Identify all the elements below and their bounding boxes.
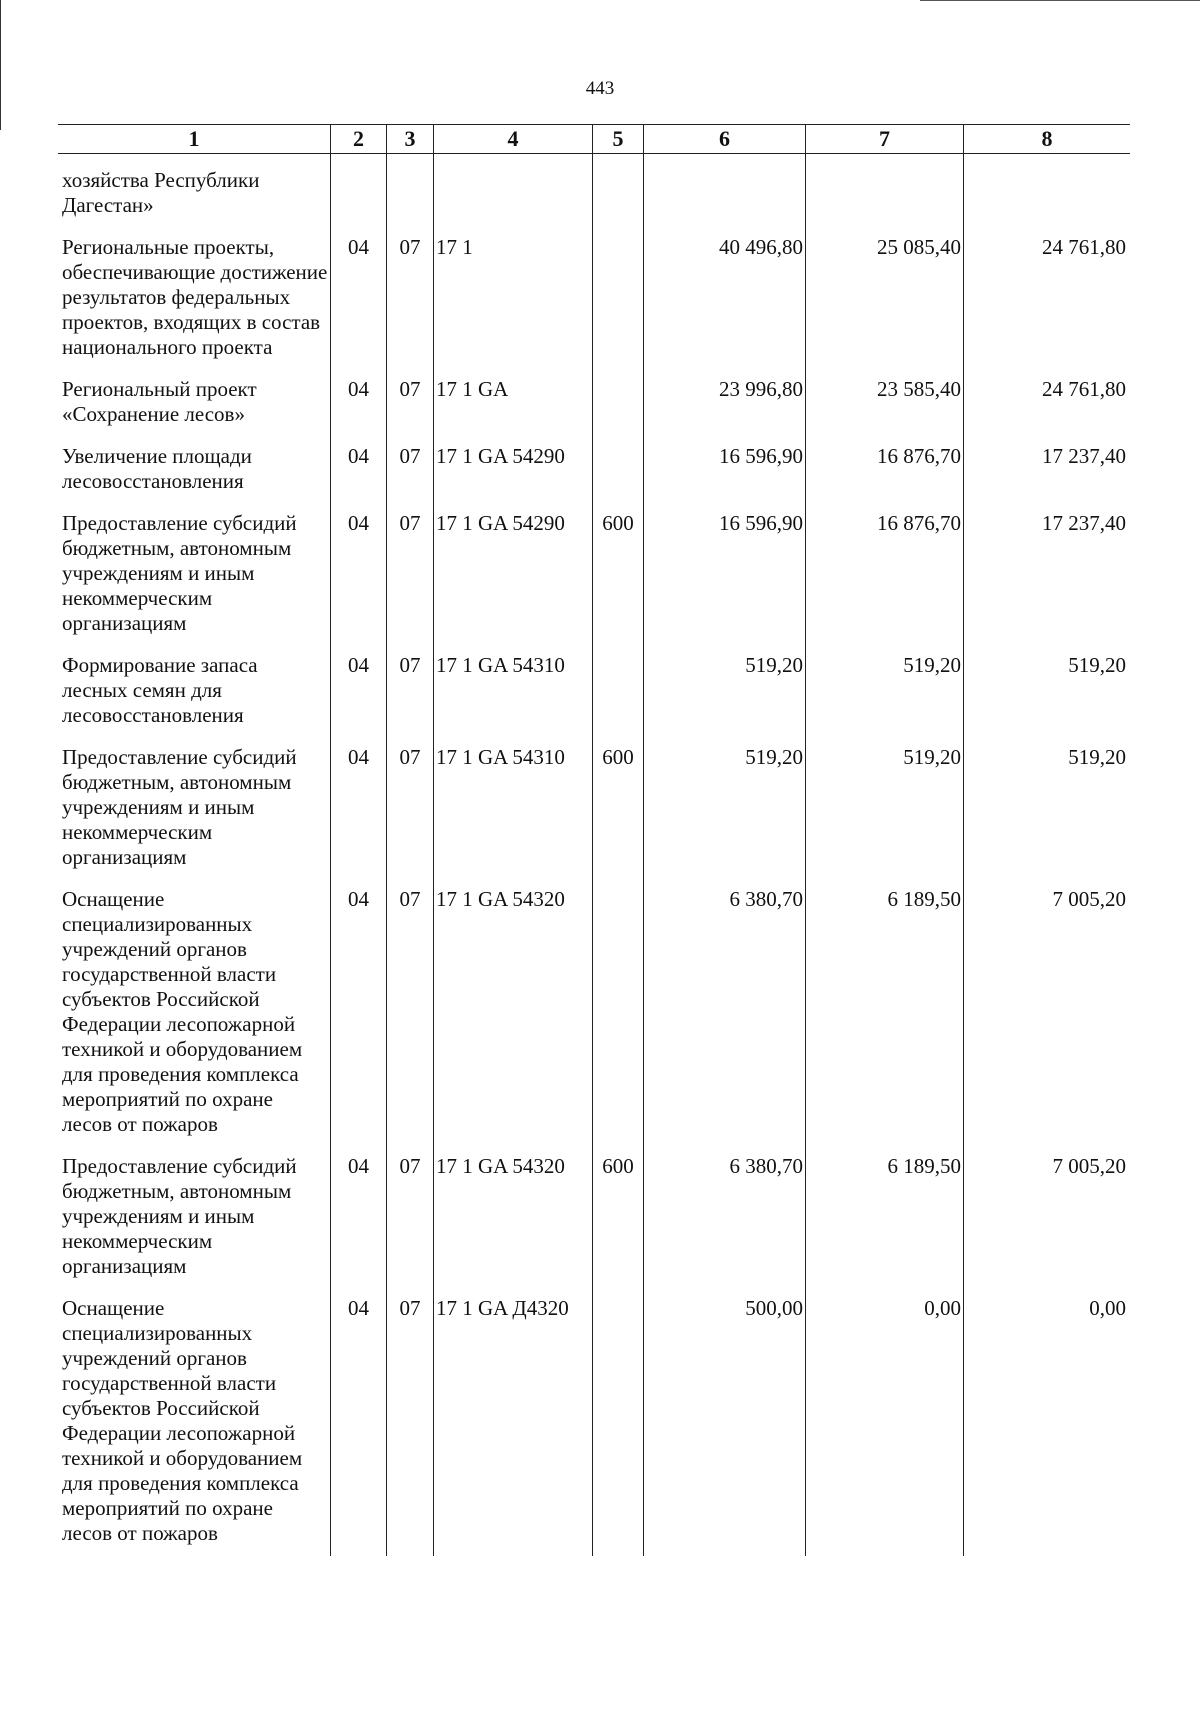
row-amount-year2: 23 585,40 [805,360,963,427]
row-name: Формирование запаса лесных семян для лесовосстановления [62,653,258,727]
row-section: 04 [330,1279,386,1556]
row-expense-type [592,870,643,1137]
page-number: 443 [585,78,615,99]
row-amount-year2: 16 876,70 [805,427,963,494]
table-row [58,494,1130,636]
row-section: 04 [330,494,386,636]
table-row [58,870,1130,1137]
row-section: 04 [330,427,386,494]
row-amount-year2: 0,00 [805,1279,963,1556]
table-body [58,154,1130,1556]
row-name: хозяйства Республики Дагестан» [62,168,260,217]
row-expense-type: 600 [592,728,643,870]
row-amount-year3: 519,20 [963,636,1130,728]
row-amount-year3: 0,00 [963,1279,1130,1556]
row-amount-year1: 16 596,90 [643,494,805,636]
row-amount-year2: 16 876,70 [805,494,963,636]
row-amount-year1: 23 996,80 [643,360,805,427]
scan-edge-left [0,0,4,130]
row-amount-year2: 6 189,50 [805,1137,963,1279]
table-row [58,728,1130,870]
row-expense-type [592,154,643,218]
row-target-code: 17 1 GA 54320 [433,870,592,1137]
row-subsection [386,154,433,218]
row-section: 04 [330,360,386,427]
table-header [58,124,1130,154]
row-section: 04 [330,636,386,728]
row-amount-year2: 6 189,50 [805,870,963,1137]
row-amount-year2: 519,20 [805,728,963,870]
row-amount-year3: 24 761,80 [963,360,1130,427]
row-section: 04 [330,870,386,1137]
row-amount-year1: 519,20 [643,728,805,870]
row-name: Предоставление субсидий бюджетным, автономным учреждениям и иным некоммерческим организациям [62,511,297,635]
row-target-code: 17 1 [433,218,592,360]
row-expense-type [592,636,643,728]
row-subsection: 07 [386,1137,433,1279]
header-col-6: 6 [643,125,805,153]
row-target-code: 17 1 GA 54290 [433,494,592,636]
row-name: Оснащение специализированных учреждений органов государственной власти субъектов Российской Федерации лесопожарной техникой и оборудованием для проведения комплекса мероприятий по охране лесов от пожаров [62,1296,303,1545]
row-name: Предоставление субсидий бюджетным, автономным учреждениям и иным некоммерческим организациям [62,1154,297,1278]
row-target-code: 17 1 GA [433,360,592,427]
row-amount-year1: 6 380,70 [643,1137,805,1279]
header-col-4: 4 [433,125,592,153]
row-name: Предоставление субсидий бюджетным, автономным учреждениям и иным некоммерческим организациям [62,745,297,869]
row-target-code: 17 1 GA 54310 [433,728,592,870]
table-row [58,360,1130,427]
row-amount-year3: 7 005,20 [963,1137,1130,1279]
row-amount-year2 [805,154,963,218]
row-name: Оснащение специализированных учреждений органов государственной власти субъектов Российской Федерации лесопожарной техникой и оборудованием для проведения комплекса мероприятий по охране лесов от пожаров [62,887,303,1136]
row-name: Региональные проекты, обеспечивающие достижение результатов федеральных проектов, входящих в состав национального проекта [62,235,328,359]
row-amount-year1: 519,20 [643,636,805,728]
row-expense-type [592,360,643,427]
row-expense-type [592,427,643,494]
table-row [58,218,1130,360]
row-expense-type: 600 [592,1137,643,1279]
header-col-3: 3 [386,125,433,153]
row-expense-type: 600 [592,494,643,636]
table-row [58,154,1130,218]
row-amount-year2: 25 085,40 [805,218,963,360]
row-amount-year1: 6 380,70 [643,870,805,1137]
row-subsection: 07 [386,1279,433,1556]
row-section: 04 [330,1137,386,1279]
row-subsection: 07 [386,494,433,636]
row-target-code: 17 1 GA 54310 [433,636,592,728]
row-subsection: 07 [386,427,433,494]
row-expense-type [592,218,643,360]
row-amount-year1: 500,00 [643,1279,805,1556]
table-row [58,427,1130,494]
table-row [58,1279,1130,1556]
table-row [58,636,1130,728]
row-subsection: 07 [386,870,433,1137]
row-target-code [433,154,592,218]
row-name: Региональный проект «Сохранение лесов» [62,377,257,426]
header-col-2: 2 [330,125,386,153]
row-subsection: 07 [386,360,433,427]
row-subsection: 07 [386,636,433,728]
row-target-code: 17 1 GA 54320 [433,1137,592,1279]
row-amount-year1: 16 596,90 [643,427,805,494]
row-expense-type [592,1279,643,1556]
budget-table [58,124,1130,1556]
scan-edge-top [920,0,1200,1]
row-amount-year3: 17 237,40 [963,427,1130,494]
header-col-8: 8 [963,125,1130,153]
row-amount-year3 [963,154,1130,218]
header-col-1: 1 [188,126,200,151]
row-section [330,154,386,218]
row-name: Увеличение площади лесовосстановления [62,444,252,493]
row-amount-year2: 519,20 [805,636,963,728]
row-section: 04 [330,218,386,360]
row-amount-year1: 40 496,80 [643,218,805,360]
row-amount-year1 [643,154,805,218]
row-target-code: 17 1 GA 54290 [433,427,592,494]
table-row [58,1137,1130,1279]
row-target-code: 17 1 GA Д4320 [433,1279,592,1556]
row-amount-year3: 7 005,20 [963,870,1130,1137]
row-subsection: 07 [386,218,433,360]
row-amount-year3: 24 761,80 [963,218,1130,360]
row-subsection: 07 [386,728,433,870]
row-amount-year3: 17 237,40 [963,494,1130,636]
header-col-7: 7 [805,125,963,153]
header-col-5: 5 [592,125,643,153]
row-section: 04 [330,728,386,870]
row-amount-year3: 519,20 [963,728,1130,870]
